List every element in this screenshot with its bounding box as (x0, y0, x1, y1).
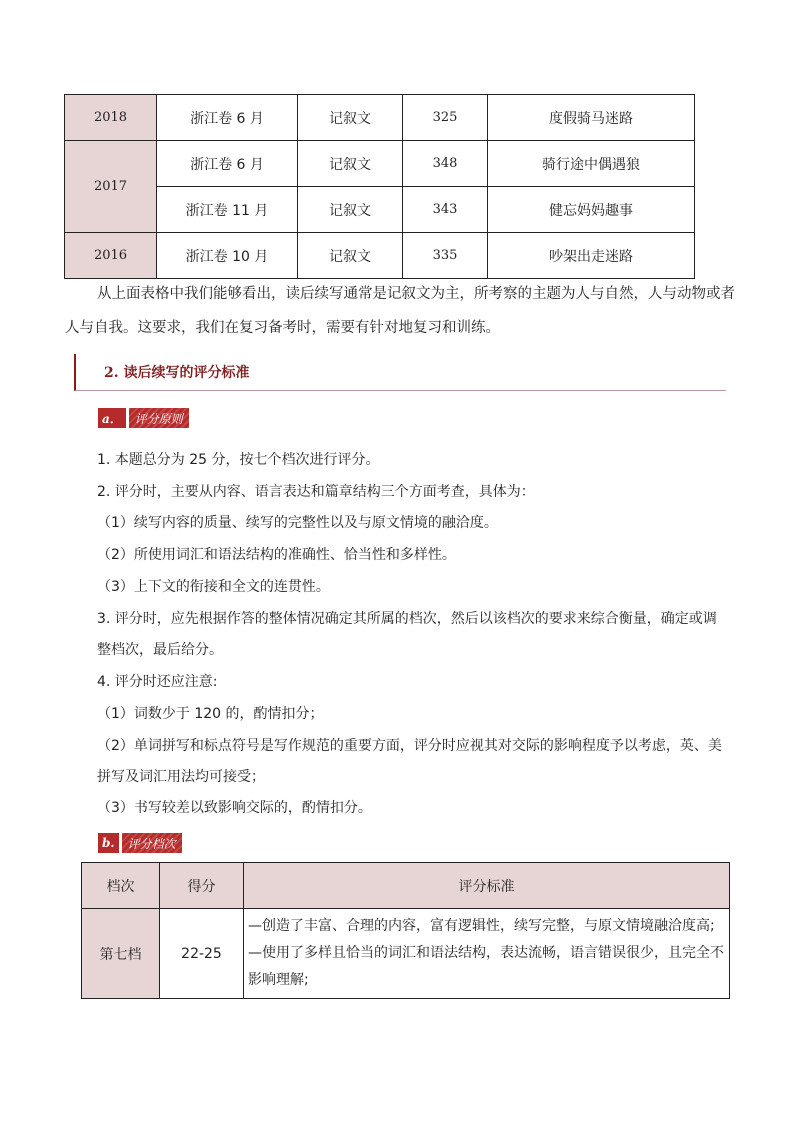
words-cell: 348 (403, 141, 488, 187)
words-cell: 343 (403, 187, 488, 233)
header-level: 档次 (82, 863, 160, 909)
topic-cell: 度假骑马迷路 (488, 95, 695, 141)
genre-cell: 记叙文 (298, 95, 403, 141)
paper-cell: 浙江卷 11 月 (157, 187, 298, 233)
tag-scoring-principles (98, 408, 189, 428)
principle-line: （3）上下文的衔接和全文的连贯性。 (97, 579, 330, 595)
year-cell: 2017 (65, 141, 157, 233)
tag-letter: b. (98, 833, 119, 853)
intro-line-1: 从上面表格中我们能够看出，读后续写通常是记叙文为主，所考察的主题为人与自然，人与动物或者 (97, 286, 735, 302)
paper-cell: 浙江卷 6 月 (157, 141, 298, 187)
principle-line: 1. 本题总分为 25 分，按七个档次进行评分。 (97, 452, 380, 468)
header-criteria: 评分标准 (244, 863, 730, 909)
principle-line: 拼写及词汇用法均可接受； (97, 769, 265, 785)
table-header-row (82, 863, 730, 909)
principle-line: （1）续写内容的质量、续写的完整性以及与原文情境的融洽度。 (97, 515, 498, 531)
genre-cell: 记叙文 (298, 187, 403, 233)
topic-cell: 健忘妈妈趣事 (488, 187, 695, 233)
principle-line: （2）所使用词汇和语法结构的准确性、恰当性和多样性。 (97, 547, 456, 563)
level-cell: 第七档 (82, 909, 160, 999)
table-row (65, 233, 695, 279)
year-cell: 2016 (65, 233, 157, 279)
paper-cell: 浙江卷 10 月 (157, 233, 298, 279)
topic-cell: 吵架出走迷路 (488, 233, 695, 279)
table-row (65, 141, 695, 187)
principle-line: 4. 评分时还应注意: (97, 674, 218, 690)
principle-line: 2. 评分时，主要从内容、语言表达和篇章结构三个方面考查，具体为： (97, 484, 535, 500)
principle-line: （2）单词拼写和标点符号是写作规范的重要方面，评分时应视其对交际的影响程度予以考虑，英、美 (97, 738, 722, 754)
table-row (82, 909, 730, 999)
tag-letter: a． (98, 408, 126, 428)
genre-cell: 记叙文 (298, 141, 403, 187)
criteria-line: 影响理解; (248, 972, 309, 988)
topic-cell: 骑行途中偶遇狼 (488, 141, 695, 187)
principle-line: （1）词数少于 120 的，酌情扣分； (97, 706, 324, 722)
intro-line-2: 人与自我。这要求，我们在复习备考时，需要有针对地复习和训练。 (65, 320, 500, 336)
score-cell: 22-25 (160, 909, 244, 999)
table-row (65, 95, 695, 141)
tag-label: 评分档次 (122, 833, 182, 853)
genre-cell: 记叙文 (298, 233, 403, 279)
header-score: 得分 (160, 863, 244, 909)
section-heading-title: 2. 读后续写的评分标准 (104, 365, 250, 381)
section-heading (74, 354, 726, 391)
tag-label: 评分原则 (129, 408, 189, 428)
principle-line: 整档次，最后给分。 (97, 642, 223, 658)
principle-line: （3）书写较差以致影响交际的，酌情扣分。 (97, 800, 372, 816)
tag-scoring-levels (98, 833, 182, 853)
scoring-levels-table (81, 862, 730, 999)
words-cell: 335 (403, 233, 488, 279)
criteria-cell (244, 909, 730, 999)
table-row (65, 187, 695, 233)
words-cell: 325 (403, 95, 488, 141)
exam-topics-table (64, 94, 695, 279)
criteria-line: —使用了多样且恰当的词汇和语法结构，表达流畅，语言错误很少，且完全不 (248, 945, 724, 961)
paper-cell: 浙江卷 6 月 (157, 95, 298, 141)
criteria-line: —创造了丰富、合理的内容，富有逻辑性，续写完整，与原文情境融洽度高; (248, 918, 715, 934)
principle-line: 3. 评分时，应先根据作答的整体情况确定其所属的档次，然后以该档次的要求来综合衡量，确定或调 (97, 611, 717, 627)
year-cell: 2018 (65, 95, 157, 141)
